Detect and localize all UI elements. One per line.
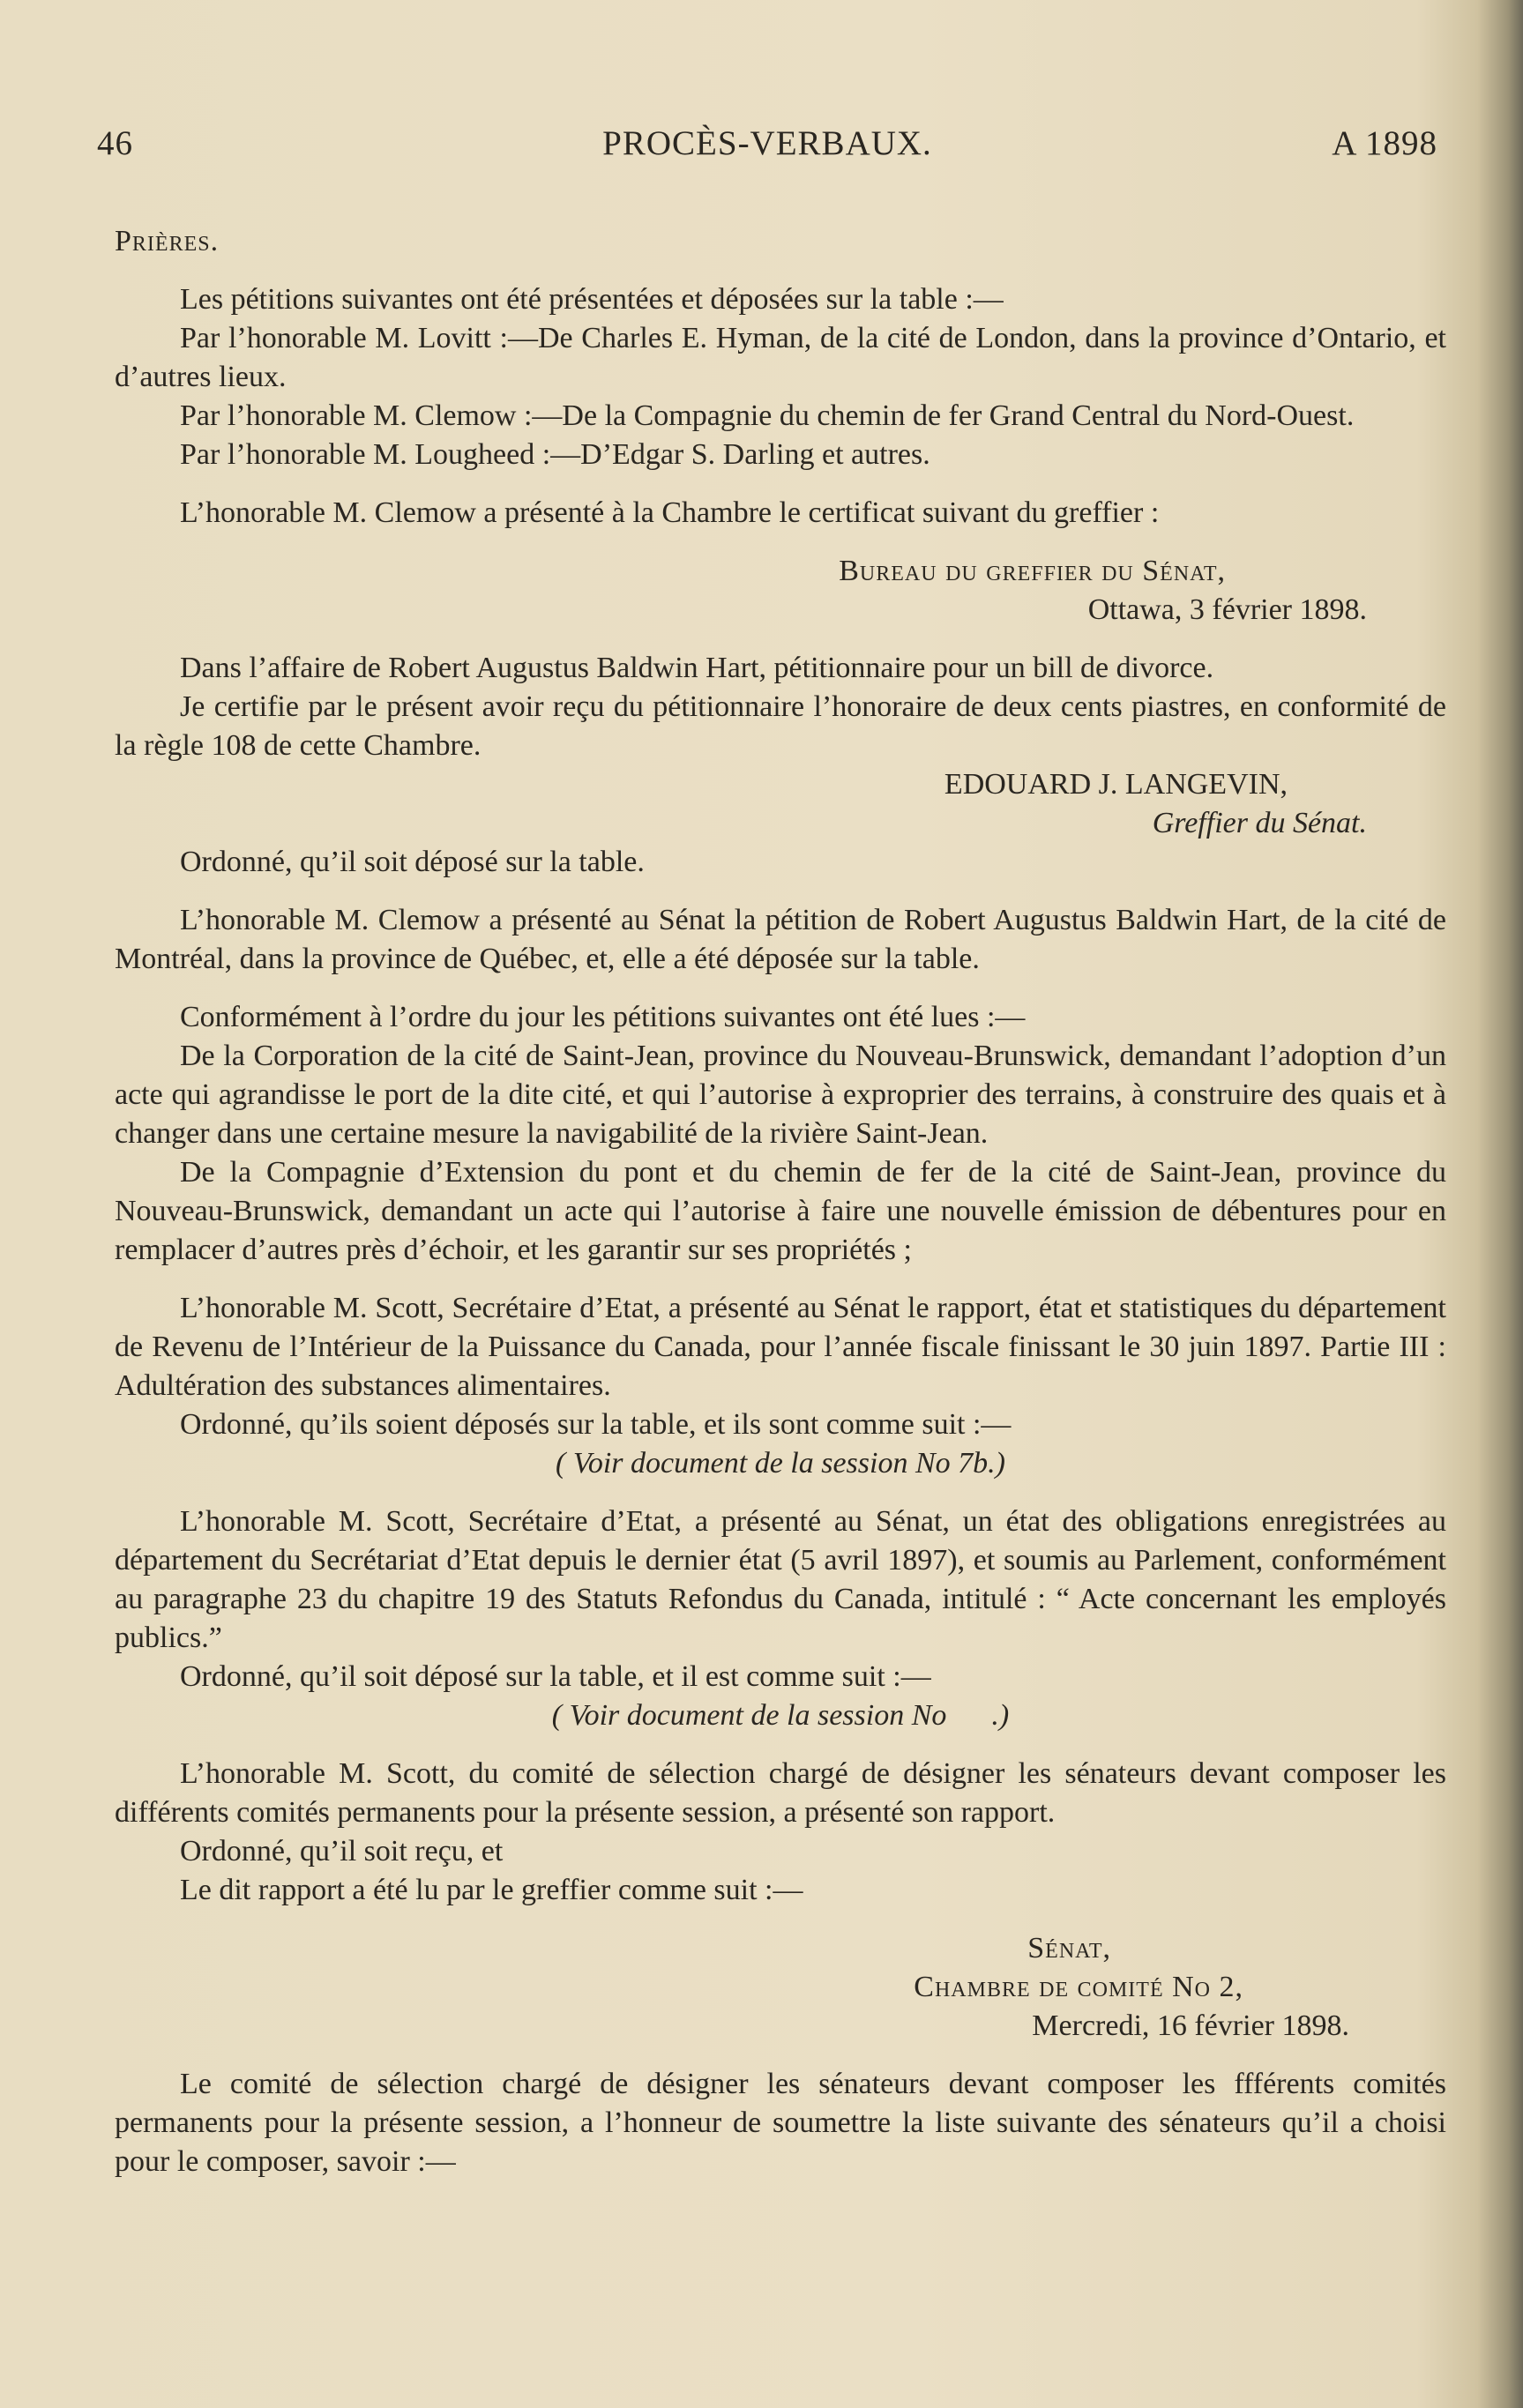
chambre-comite: Chambre de comité No 2, — [914, 1971, 1243, 2003]
ordonne-2: Ordonné, qu’ils soient déposés sur la table, et ils sont comme suit :— — [180, 1408, 1012, 1441]
petition-extension: De la Compagnie d’Extension du pont et du chemin de fer de la cité de Saint-Jean, province du Nouveau-Brunswick, demandant un acte qui l’autorise à faire une nouvelle émission de débentures pour en remplacer d’autres près d’échoir, et les garantir sur ses propriétés ; — [115, 1156, 1446, 1266]
petition-clemow: Par l’honorable M. Clemow :—De la Compagnie du chemin de fer Grand Central du Nord-Ouest. — [180, 399, 1355, 432]
voir-document-2: ( Voir document de la session No .) — [551, 1699, 1010, 1732]
le-dit-rapport: Le dit rapport a été lu par le greffier comme suit :— — [180, 1874, 803, 1906]
petition-lougheed: Par l’honorable M. Lougheed :—D’Edgar S. Darling et autres. — [180, 438, 930, 471]
clemow-certificat: L’honorable M. Clemow a présenté à la Chambre le certificat suivant du greffier : — [180, 496, 1160, 529]
ordonne-4: Ordonné, qu’il soit reçu, et — [180, 1835, 504, 1868]
petition-lovitt: Par l’honorable M. Lovitt :—De Charles E. Hyman, de la cité de London, dans la province d’Ontario, et d’autres lieux. — [115, 322, 1446, 393]
senat-heading: Sénat, — [1027, 1932, 1111, 1964]
prieres-heading: Prières. — [115, 225, 220, 257]
page-number: 46 — [97, 124, 133, 162]
conformement: Conformément à l’ordre du jour les pétitions suivantes ont été lues :— — [180, 1001, 1026, 1033]
ottawa-date: Ottawa, 3 février 1898. — [1087, 593, 1367, 626]
page-title: PROCÈS-VERBAUX. — [602, 124, 932, 162]
clemow-petition: L’honorable M. Clemow a présenté au Sénat la pétition de Robert Augustus Baldwin Hart, de la cité de Montréal, dans la province de Québec, et, elle a été déposée sur la table. — [115, 904, 1446, 975]
mercredi-date: Mercredi, 16 février 1898. — [1032, 2009, 1349, 2042]
page-header — [97, 123, 1437, 168]
le-comite: Le comité de sélection chargé de désigner les sénateurs devant composer les ffférents comités permanents pour la présente session, a l’honneur de soumettre la liste suivante des sénateurs qu’il a choisi pour le composer, savoir :— — [115, 2068, 1446, 2178]
dans-affaire: Dans l’affaire de Robert Augustus Baldwin Hart, pétitionnaire pour un bill de divorce. — [180, 652, 1214, 684]
ordonne-3: Ordonné, qu’il soit déposé sur la table, et il est comme suit :— — [180, 1660, 931, 1693]
petitions-intro: Les pétitions suivantes ont été présentées et déposées sur la table :— — [180, 283, 1004, 316]
body-text — [115, 222, 1446, 2181]
je-certifie: Je certifie par le présent avoir reçu du pétitionnaire l’honoraire de deux cents piastres, en conformité de la règle 108 de cette Chambre. — [115, 690, 1446, 762]
voir-document-1: ( Voir document de la session No 7b.) — [556, 1447, 1005, 1480]
ordonne-1: Ordonné, qu’il soit déposé sur la table. — [180, 846, 645, 878]
scott-etat: L’honorable M. Scott, Secrétaire d’Etat, a présenté au Sénat, un état des obligations enregistrées au département du Secrétariat d’Etat depuis le dernier état (5 avril 1897), et soumis au Parlement, conformément au paragraphe 23 du chapitre 19 des Statuts Refondus du Canada, intitulé : “ Acte concernant les employés publics.” — [115, 1505, 1446, 1654]
scott-rapport: L’honorable M. Scott, Secrétaire d’Etat, a présenté au Sénat le rapport, état et statistiques du département de Revenu de l’Intérieur de la Puissance du Canada, pour l’année fiscale finissant le 30 juin 1897. Partie III : Adultération des substances alimentaires. — [115, 1292, 1446, 1402]
scott-comite: L’honorable M. Scott, du comité de sélection chargé de désigner les sénateurs devant composer les différents comités permanents pour la présente session, a présenté son rapport. — [115, 1757, 1446, 1829]
greffier-title: Greffier du Sénat. — [1152, 807, 1367, 839]
bureau-greffier: Bureau du greffier du Sénat, — [839, 555, 1226, 587]
signature-langevin: EDOUARD J. LANGEVIN, — [944, 768, 1288, 801]
petition-saint-jean: De la Corporation de la cité de Saint-Jean, province du Nouveau-Brunswick, demandant l’adoption d’un acte qui agrandisse le port de la dite cité, et qui l’autorise à exproprier des terrains, à construire des quais et à changer dans une certaine mesure la navigabilité de la rivière Saint-Jean. — [115, 1040, 1446, 1150]
page-year: A 1898 — [1332, 124, 1437, 162]
